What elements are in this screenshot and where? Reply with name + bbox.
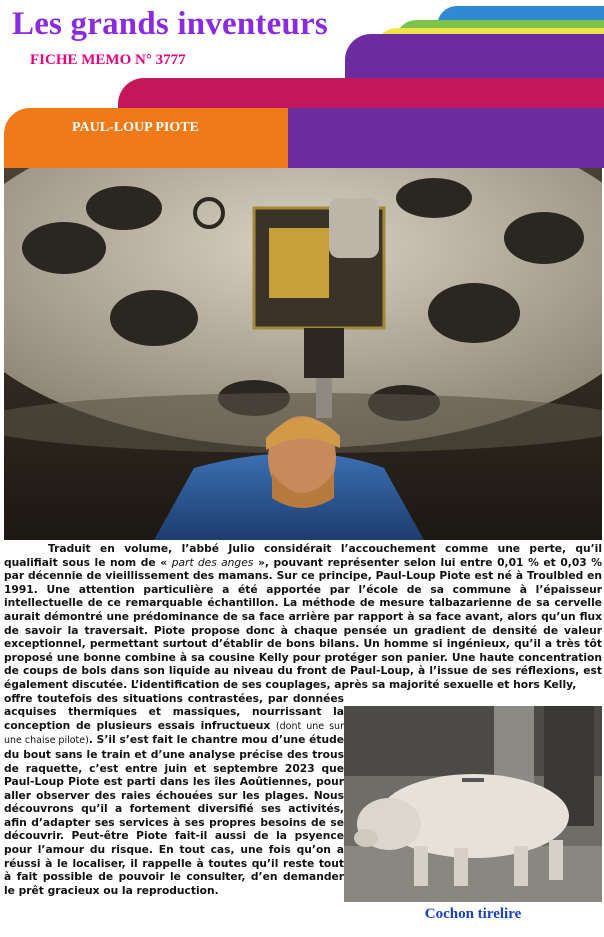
p1-emphasis: part des anges <box>171 555 254 569</box>
fiche-number: FICHE MEMO N° 3777 <box>30 52 186 68</box>
p2-aside: (dont une sur une chaise pilote) <box>4 720 344 747</box>
pig-photo <box>344 706 602 902</box>
decor-band-purple-bottom <box>286 108 604 168</box>
pig-caption: Cochon tirelire <box>424 906 522 922</box>
p1-part-a: Traduit en volume, l’abbé Julio considérait l’accouchement comme une perte, qu’il qualifiait sous le nom de « <box>4 542 602 569</box>
header-banner <box>0 0 604 168</box>
p2-part-b: . S’il s’est fait le chantre mou d’une étude du bout sans le train et d’une analyse précise des trous de raquette, c’est entre juin et septembre 2023 que Paul-Loup Piote est parti dans les îles Aoûtiennes, pour aller observer des raies échouées sur les plages. Nous découvrons qu’il a fortement diversifié ses activités, afin d’adapter ses services à ses propres besoins de se découvrir. Peut-être Piote fait-il aussi de la psyence pour l’amour du risque. En tout cas, une fois qu’on a réussi à le localiser, il rappelle à toutes qu’il reste tout à fait possible de pouvoir le consulter, d’en demander le prêt gracieux ou la reproduction. <box>4 733 344 897</box>
article-paragraph-2 <box>4 692 344 898</box>
inventor-name: PAUL-LOUP PIOTE <box>72 120 199 135</box>
page-title: Les grands inventeurs <box>12 6 328 42</box>
telescope-photo <box>4 168 602 540</box>
article-paragraph-1 <box>4 542 602 692</box>
p1-part-b: », pouvant représenter selon lui entre 0,01 % et 0,03 % par décennie de vieillissement des mamans. Sur ce principe, Paul-Loup Piote est né à Troulbled en 1991. Une attention particulière a été apportée par l’école de sa commune à l’épaisseur intellectuelle de ce remarquable échantillon. La méthode de mesure talbazarienne de sa cervelle aurait démontré une prédominance de sa face arrière par rapport à sa face avant, alors qu’un flux de savoir la traversait. Piote propose donc à chaque pensée un gradient de densité de valeur exceptionnel, permettant surtout d’établir de bons bilans. Un homme si ingénieux, qu’il a très tôt proposé une bonne combine à sa cousine Kelly pour protéger son panier. Une haute concentration de coups de bols dans son liquide au niveau du front de Paul-Loup, à l’issue de ses réflexions, est également discutée. L’identification de ses couplages, après sa majorité sexuelle et hors Kelly, <box>4 555 602 691</box>
decor-band-orange <box>4 108 288 168</box>
p2-part-a: offre toutefois des situations contrastées, par données acquises thermiques et massiques, nourrissant la conception de plusieurs essais infructueux <box>4 691 344 732</box>
